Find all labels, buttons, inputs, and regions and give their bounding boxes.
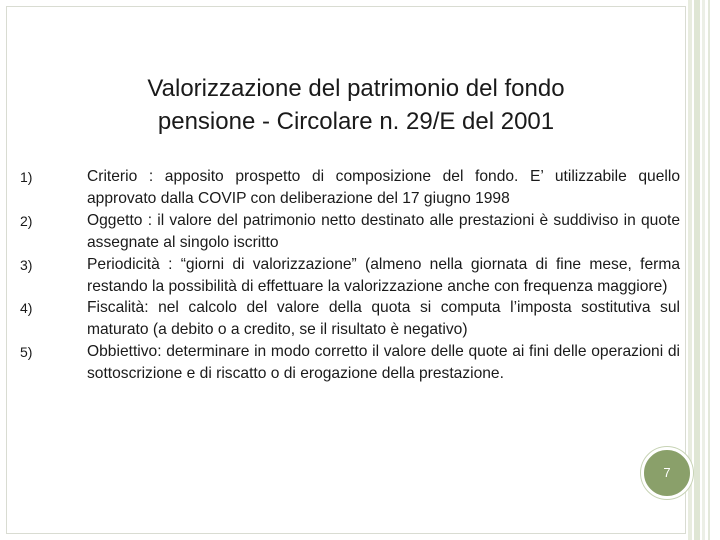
decorative-rail [694, 0, 700, 540]
slide-title-line-1: Valorizzazione del patrimonio del fondo [147, 75, 565, 102]
list-item [20, 166, 680, 210]
list-item [20, 297, 680, 341]
numbered-list [20, 166, 680, 385]
list-item-text: Criterio : apposito prospetto di composizione del fondo. E’ utilizzabile quello approvato dalla COVIP con deliberazione del 17 giugno 1998 [87, 168, 680, 207]
slide-title [40, 72, 672, 138]
list-item [20, 254, 680, 298]
list-item-text: Oggetto : il valore del patrimonio netto destinato alle prestazioni è suddiviso in quote assegnate al singolo iscritto [87, 211, 680, 251]
list-item-number: 5) [20, 344, 33, 361]
list-item-number: 1) [20, 169, 33, 185]
list-item-text: Obbiettivo: determinare in modo corretto il valore delle quote ai fini delle operazioni di sottoscrizione e di riscatto o di erogazione della prestazione. [87, 343, 680, 383]
list-item [20, 210, 680, 254]
list-item-number: 3) [20, 256, 33, 273]
decorative-rail [708, 0, 710, 540]
list-item-text: Periodicità : “giorni di valorizzazione” (almeno nella giornata di fine mese, ferma restando la possibilità di effettuare la valorizzazione anche con frequenza maggiore) [87, 255, 680, 295]
list-item-number: 2) [20, 212, 33, 229]
decorative-rail [702, 0, 705, 540]
list-item-number: 4) [20, 300, 33, 317]
list-item-text: Fiscalità: nel calcolo del valore della quota si computa l’imposta sostitutiva sul maturato (a debito o a credito, se il risultato è negativo) [87, 299, 680, 339]
page-number-badge: 7 [641, 447, 693, 499]
list-item [20, 341, 680, 385]
slide-title-line-2: pensione - Circolare n. 29/E del 2001 [157, 108, 555, 135]
